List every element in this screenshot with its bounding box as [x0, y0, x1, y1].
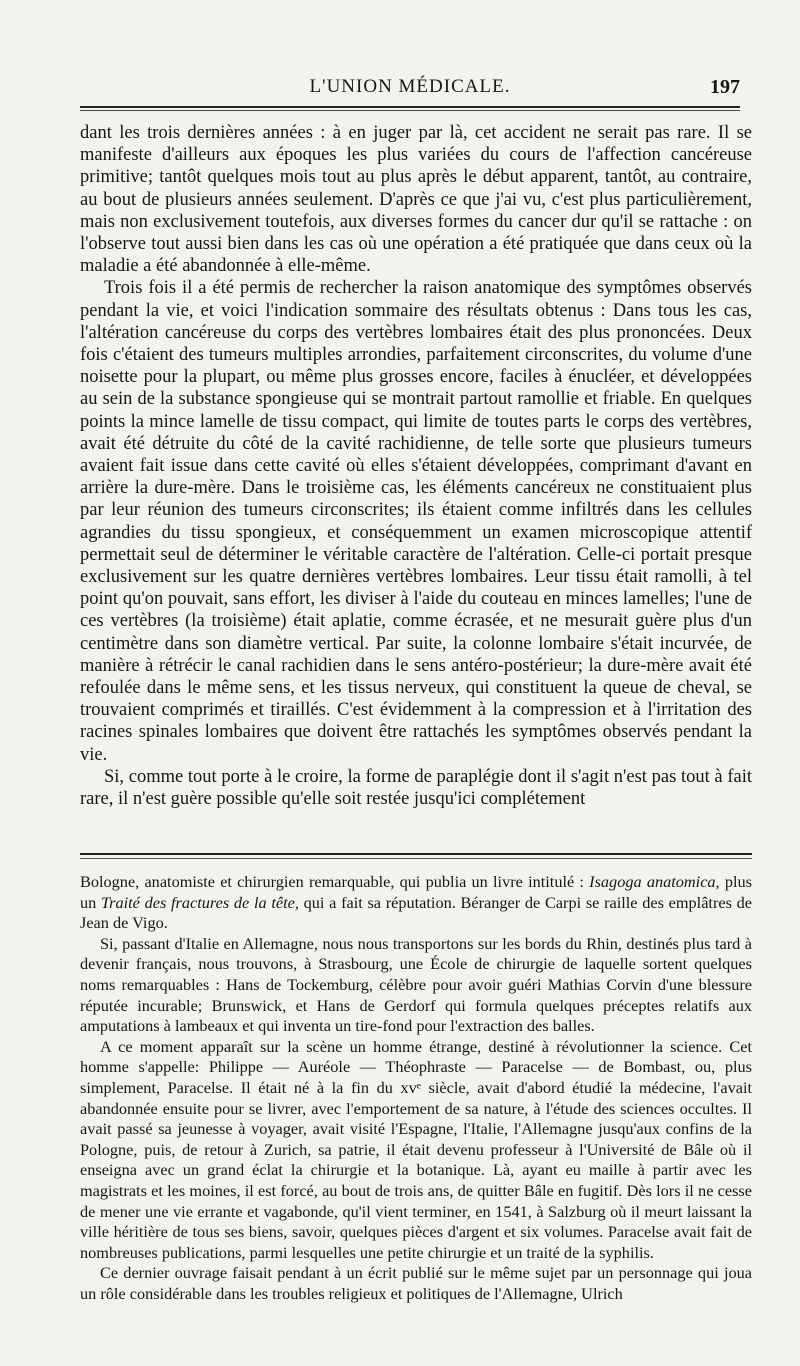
- note-text: plus un: [80, 872, 752, 912]
- book-title: Traité des fractures de la tête,: [101, 892, 299, 912]
- note-text: Bologne, anatomiste et chirurgien remarquable, qui publia un livre intitulé :: [80, 872, 590, 891]
- note-paragraph: [80, 872, 752, 934]
- note-paragraph: Ce dernier ouvrage faisait pendant à un écrit publié sur le même sujet par un personnage qui joua un rôle considérable dans les troubles religieux et politiques de l'Allemagne, Ulrich: [80, 1263, 752, 1303]
- header-rule: [80, 106, 740, 108]
- header-rule-thin: [80, 110, 740, 111]
- body-paragraph: Si, comme tout porte à le croire, la forme de paraplégie dont il s'agit n'est pas tout à fait rare, il n'est guère possible qu'elle soit restée jusqu'ici complétement: [80, 766, 752, 810]
- feuilleton-text: [80, 872, 752, 1304]
- body-paragraph: dant les trois dernières années : à en juger par là, cet accident ne serait pas rare. Il se manifeste d'ailleurs aux époques les plus variées du cours de l'affection cancéreuse primitive; tantôt quelques mois tout au plus après le début apparent, tantôt, au contraire, au bout de plusieurs années seulement. D'après ce que j'ai vu, c'est plus particulièrement, mais non exclusivement toutefois, aux diverses formes du cancer dur qu'il se rattache : on l'observe tout aussi bien dans les cas où une opération a été pratiquée que dans ceux où la maladie a été abandonnée à elle-même.: [80, 123, 752, 277]
- section-separator-rule: [80, 853, 752, 855]
- book-title: Isagoga anatomica,: [589, 872, 720, 891]
- running-title: L'UNION MÉDICALE.: [309, 76, 511, 97]
- note-paragraph: A ce moment apparaît sur la scène un homme étrange, destiné à révolutionner la science. Cet homme s'appelle: Philippe — Auréole — Théophraste — Paracelse — de Bombast, ou, plus simplement, Paracelse. Il était né à la fin du xvᵉ siècle, avait d'abord étudié la médecine, l'avait abandonnée ensuite pour se livrer, avec l'emportement de sa nature, à l'étude des sciences occultes. Il avait passé sa jeunesse à voyager, avait visité l'Espagne, l'Italie, l'Allemagne jusqu'aux confins de la Pologne, puis, de retour à Zurich, sa patrie, il était devenu professeur à l'Université de Bâle où il enseigna avec un grand éclat la chirurgie et la botanique. Là, ayant eu maille à partir avec les magistrats et les moines, il est forcé, au bout de trois ans, de quitter Bâle en fugitif. Dès lors il ne cesse de mener une vie errante et vagabonde, qu'il vient terminer, en 1541, à Salzburg où il meurt laissant la ville héritière de tous ses biens, savoir, quelques pièces d'argent et six volumes. Paracelse avait fait de nombreuses publications, parmi lesquelles une petite chirurgie et un traité de la syphilis.: [80, 1036, 752, 1262]
- note-text: qui a fait sa réputation. Béranger de Carpi se raille des emplâtres de Jean de Vigo.: [80, 892, 753, 933]
- body-paragraph: Trois fois il a été permis de rechercher la raison anatomique des symptômes observés pendant la vie, et voici l'indication sommaire des résultats obtenus : Dans tous les cas, l'altération cancéreuse du corps des vertèbres lombaires était des plus prononcées. Deux fois c'étaient des tumeurs multiples arrondies, parfaitement circonscrites, du volume d'une noisette pour la plupart, ou même plus grosses encore, faciles à énucléer, et développées au sein de la substance spongieuse qui se montrait partout ramollie et friable. En quelques points la mince lamelle de tissu compact, qui limite de toutes parts le corps des vertèbres, avait été détruite du côté de la cavité rachidienne, de telle sorte que plusieurs tumeurs avaient fait issue dans cette cavité où elles s'étaient développées, comprimant d'avant en arrière la dure-mère. Dans le troisième cas, les éléments cancéreux ne constituaient plus par leur réunion des tumeurs circonscrites; ils étaient comme infiltrés dans les cellules agrandies du tissu spongieux, et conséquemment un examen microscopique attentif permettait seul de déterminer le véritable caractère de l'altération. Celle-ci portait presque exclusivement sur les quatre dernières vertèbres lombaires. Leur tissu était ramolli, à tel point qu'on pouvait, sans effort, les diviser à l'aide du couteau en minces lamelles; l'une de ces vertèbres (la troisième) était aplatie, comme écrasée, et ne mesurait guère plus d'un centimètre dans son diamètre vertical. Par suite, la colonne lombaire s'était incurvée, de manière à rétrécir le canal rachidien dans le sens antéro-postérieur; la dure-mère avait été refoulée dans le même sens, et les tissus nerveux, qui constituent la queue de cheval, se trouvaient comprimés et tiraillés. C'est évidemment à la compression et à l'irritation des racines spinales lombaires que doivent être rattachés les symptômes observés pendant la vie.: [80, 278, 752, 765]
- page-number: 197: [710, 76, 740, 98]
- page-header: [80, 76, 740, 102]
- note-paragraph: Si, passant d'Italie en Allemagne, nous nous transportons sur les bords du Rhin, destinés plus tard à devenir français, nous trouvons, à Strasbourg, une École de chirurgie de laquelle sortent quelques noms remarquables : Hans de Tockemburg, célèbre pour avoir guéri Mathias Corvin d'une blessure réputée incurable; Brunswick, et Hans de Gerdorf qui formula quelques préceptes relatifs aux amputations à lambeaux et qui inventa un tire-fond pour l'extraction des balles.: [80, 933, 752, 1036]
- section-separator-rule-thin: [80, 858, 752, 859]
- main-article-text: [80, 122, 752, 810]
